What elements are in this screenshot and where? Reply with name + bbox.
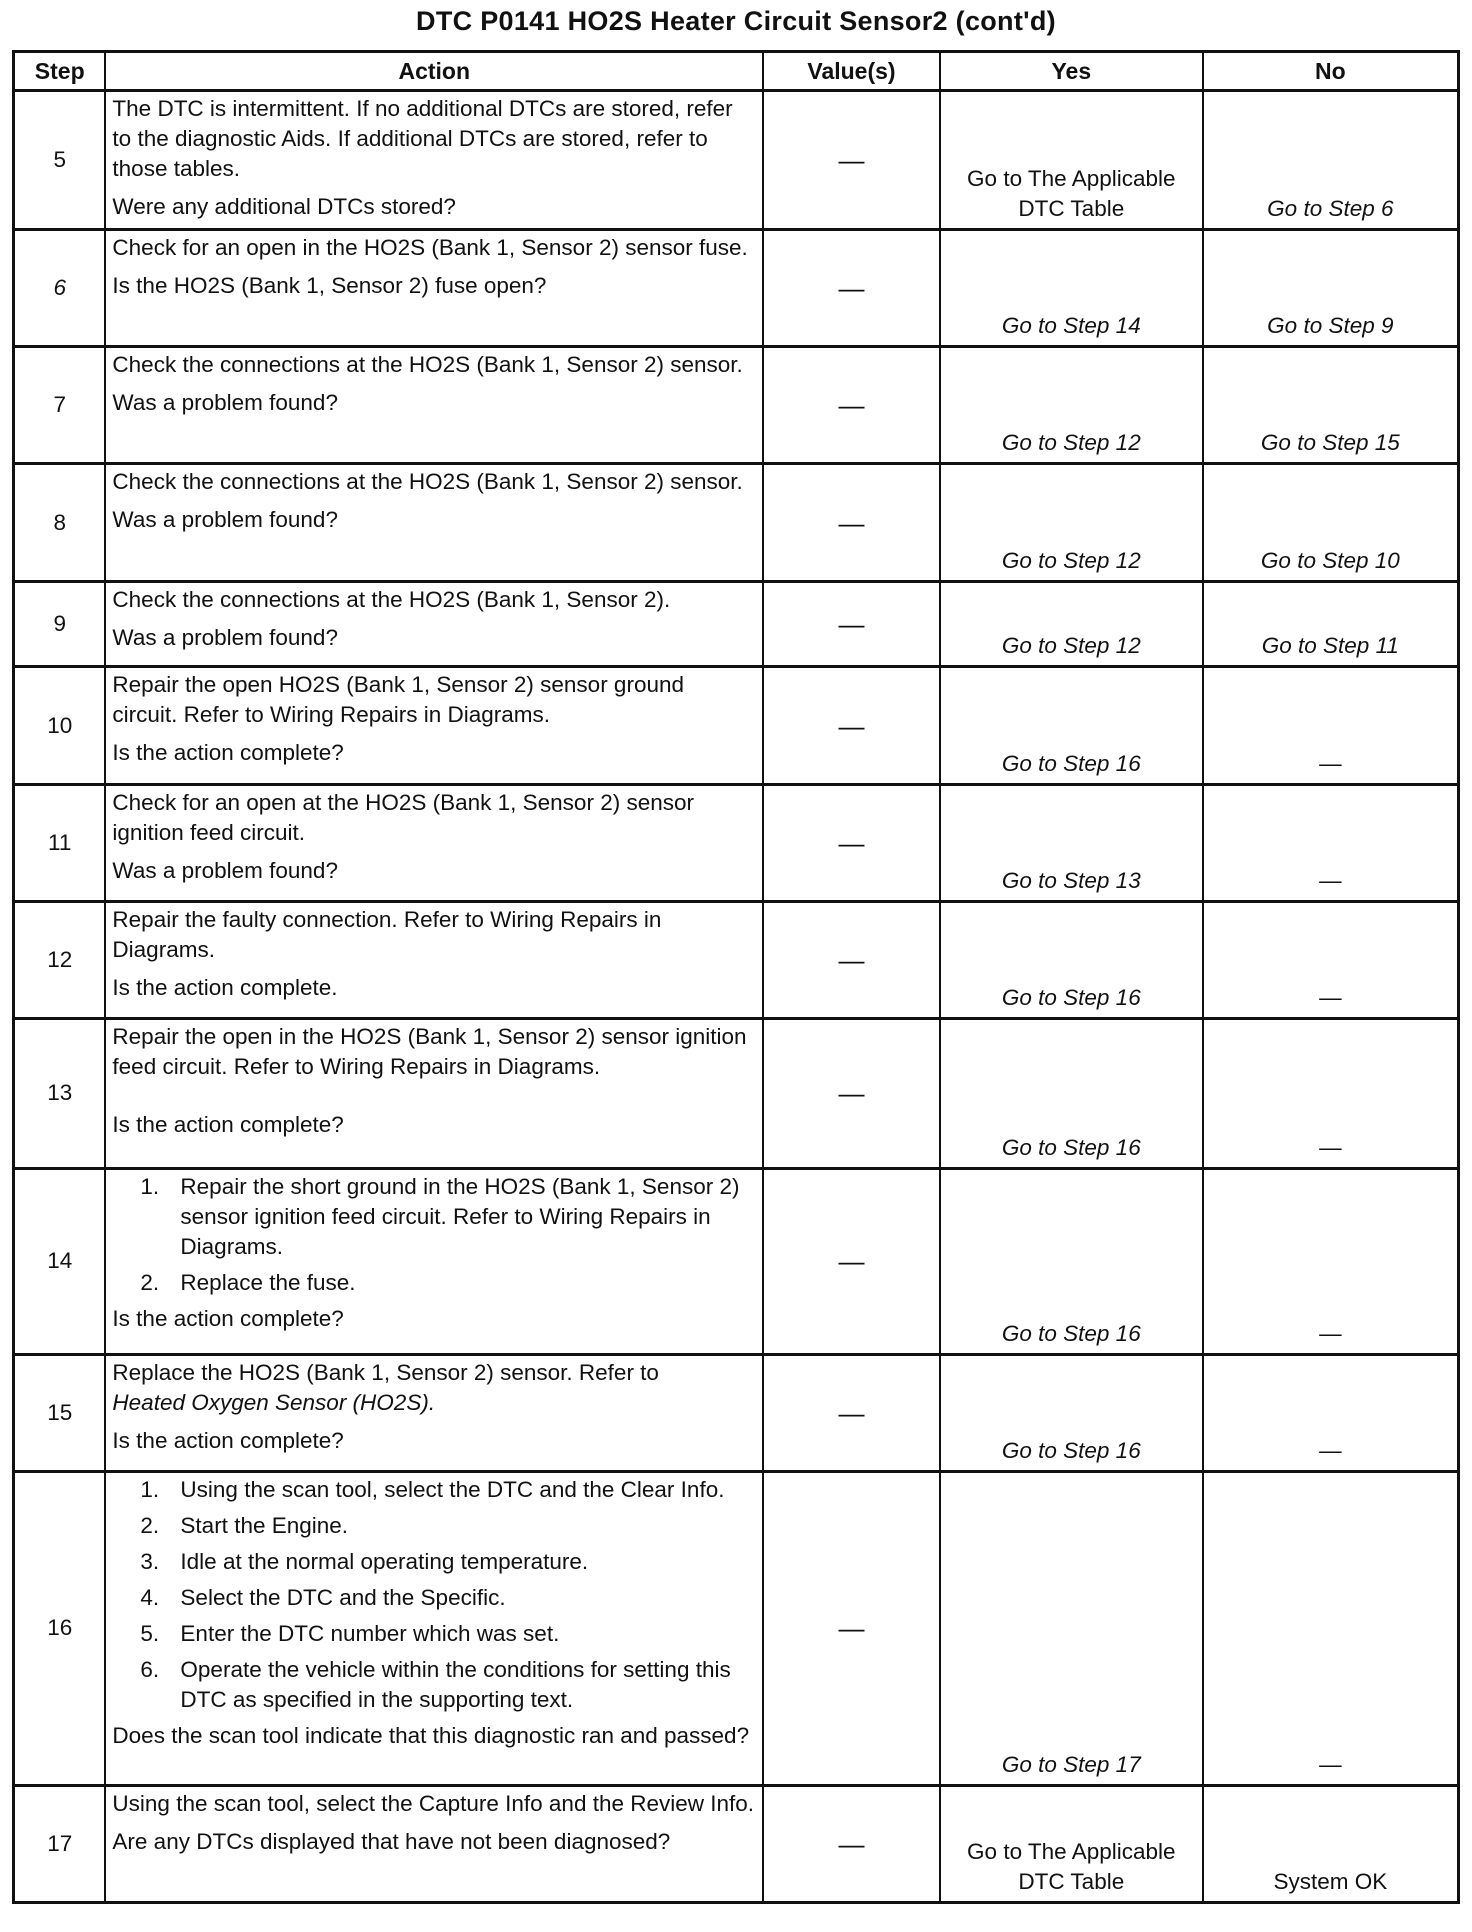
substep-text: Operate the vehicle within the conditions for setting this DTC as specified in the supporting text. (180, 1656, 731, 1712)
action-cell (105, 347, 763, 464)
list-item: 4. Select the DTC and the Specific. (140, 1584, 506, 1610)
dtc-table (12, 50, 1460, 1904)
no-cell: Go to Step 9 (1203, 230, 1459, 347)
list-item: 5. Enter the DTC number which was set. (140, 1620, 560, 1646)
step-number: 17 (14, 1785, 106, 1902)
step-number: 6 (14, 230, 106, 347)
action-question: Are any DTCs displayed that have not been diagnosed? (112, 1828, 671, 1854)
step-number: 8 (14, 464, 106, 581)
action-question: Is the action complete? (112, 740, 344, 766)
action-cell (105, 1785, 763, 1902)
action-cell (105, 1471, 763, 1785)
table-row (14, 581, 1459, 667)
list-item: 2. Start the Engine. (140, 1512, 349, 1538)
action-question: Was a problem found? (112, 857, 338, 883)
no-cell: — (1203, 1018, 1459, 1168)
column-header-action: Action (105, 52, 763, 91)
action-text (112, 1358, 754, 1418)
table-row (14, 1354, 1459, 1471)
step-number: 12 (14, 901, 106, 1018)
action-text: Repair the open in the HO2S (Bank 1, Sensor 2) sensor ignition feed circuit. Refer to Wiring Repairs in Diagrams. (112, 1023, 747, 1079)
action-cell (105, 901, 763, 1018)
action-text: Using the scan tool, select the Capture Info and the Review Info. (112, 1790, 755, 1816)
list-item: 3. Idle at the normal operating temperature. (140, 1548, 589, 1574)
value-cell: — (763, 464, 940, 581)
no-cell: Go to Step 15 (1203, 347, 1459, 464)
column-header-values: Value(s) (763, 52, 940, 91)
step-number: 13 (14, 1018, 106, 1168)
action-question: Was a problem found? (112, 390, 338, 416)
yes-cell: Go to Step 14 (940, 230, 1203, 347)
action-text: Check for an open in the HO2S (Bank 1, Sensor 2) sensor fuse. (112, 235, 748, 261)
substep-text: Repair the short ground in the HO2S (Bank 1, Sensor 2) sensor ignition feed circuit. Refer to Wiring Repairs in Diagrams. (180, 1173, 740, 1259)
substep-text: Start the Engine. (180, 1512, 349, 1538)
action-cell (105, 464, 763, 581)
column-header-no: No (1203, 52, 1459, 91)
list-item: 1. Repair the short ground in the HO2S (Bank 1, Sensor 2) sensor ignition feed circuit. Refer to Wiring Repairs in Diagrams. (140, 1173, 740, 1259)
yes-cell: Go to Step 12 (940, 581, 1203, 667)
action-question: Were any additional DTCs stored? (112, 194, 456, 219)
yes-cell: Go to Step 16 (940, 901, 1203, 1018)
substep-text: Using the scan tool, select the DTC and the Clear Info. (180, 1476, 725, 1502)
table-row (14, 1471, 1459, 1785)
step-number: 15 (14, 1354, 106, 1471)
step-number: 16 (14, 1471, 106, 1785)
action-text: The DTC is intermittent. If no additional DTCs are stored, refer to the diagnostic Aids. If additional DTCs are stored, refer to those tables. (112, 96, 733, 181)
table-row (14, 1018, 1459, 1168)
action-text: Check the connections at the HO2S (Bank 1, Sensor 2) sensor. (112, 469, 743, 495)
list-item: 2. Replace the fuse. (140, 1269, 356, 1295)
no-cell: — (1203, 784, 1459, 901)
table-header-row (14, 52, 1459, 91)
action-cell (105, 91, 763, 230)
action-question: Was a problem found? (112, 624, 338, 650)
value-cell: — (763, 667, 940, 784)
action-text: Check the connections at the HO2S (Bank 1, Sensor 2) sensor. (112, 352, 743, 378)
action-text: Check for an open at the HO2S (Bank 1, Sensor 2) sensor ignition feed circuit. (112, 789, 694, 845)
action-question: Is the action complete? (112, 1111, 344, 1137)
action-cell (105, 230, 763, 347)
yes-cell: Go to Step 13 (940, 784, 1203, 901)
substep-text: Idle at the normal operating temperature. (180, 1548, 589, 1574)
substep-list (112, 1172, 754, 1298)
substep-text: Enter the DTC number which was set. (180, 1620, 560, 1646)
no-cell: — (1203, 1168, 1459, 1354)
no-cell: Go to Step 6 (1203, 91, 1459, 230)
substep-text: Replace the fuse. (180, 1269, 356, 1295)
action-text: Repair the faulty connection. Refer to Wiring Repairs in Diagrams. (112, 906, 662, 962)
yes-cell: Go to Step 12 (940, 347, 1203, 464)
table-row (14, 230, 1459, 347)
value-cell: — (763, 1785, 940, 1902)
action-question: Is the HO2S (Bank 1, Sensor 2) fuse open? (112, 273, 547, 299)
list-item: 6. Operate the vehicle within the conditions for setting this DTC as specified in the supporting text. (140, 1656, 731, 1712)
substep-list (112, 1475, 754, 1715)
table-row (14, 784, 1459, 901)
yes-cell: Go to Step 17 (940, 1471, 1203, 1785)
action-question: Does the scan tool indicate that this diagnostic ran and passed? (112, 1722, 750, 1748)
action-question: Is the action complete. (112, 974, 338, 1000)
action-text: Check the connections at the HO2S (Bank 1, Sensor 2). (112, 586, 671, 612)
yes-cell: Go to Step 16 (940, 1354, 1203, 1471)
value-cell: — (763, 1018, 940, 1168)
action-text-main: Replace the HO2S (Bank 1, Sensor 2) sensor. Refer to (112, 1359, 659, 1385)
list-item: 1. Using the scan tool, select the DTC and the Clear Info. (140, 1476, 725, 1502)
action-text: Repair the open HO2S (Bank 1, Sensor 2) sensor ground circuit. Refer to Wiring Repairs in Diagrams. (112, 672, 684, 728)
step-number: 10 (14, 667, 106, 784)
yes-cell: Go to Step 16 (940, 1018, 1203, 1168)
value-cell: — (763, 1168, 940, 1354)
step-number: 7 (14, 347, 106, 464)
no-cell: Go to Step 10 (1203, 464, 1459, 581)
no-cell: — (1203, 667, 1459, 784)
step-number: 14 (14, 1168, 106, 1354)
value-cell: — (763, 784, 940, 901)
action-question: Is the action complete? (112, 1427, 344, 1453)
step-number: 5 (14, 91, 106, 230)
value-cell: — (763, 1354, 940, 1471)
value-cell: — (763, 230, 940, 347)
table-row (14, 667, 1459, 784)
action-question: Is the action complete? (112, 1305, 344, 1331)
no-cell: — (1203, 901, 1459, 1018)
value-cell: — (763, 581, 940, 667)
step-number: 9 (14, 581, 106, 667)
yes-cell: Go to Step 16 (940, 1168, 1203, 1354)
action-cell (105, 784, 763, 901)
action-cell (105, 1018, 763, 1168)
action-cell (105, 581, 763, 667)
action-cell (105, 1354, 763, 1471)
no-cell: — (1203, 1354, 1459, 1471)
page-title: DTC P0141 HO2S Heater Circuit Sensor2 (cont'd) (416, 6, 1056, 36)
action-reference: Heated Oxygen Sensor (HO2S). (112, 1389, 436, 1415)
no-cell: Go to Step 11 (1203, 581, 1459, 667)
value-cell: — (763, 901, 940, 1018)
step-number: 11 (14, 784, 106, 901)
action-cell (105, 667, 763, 784)
action-cell (105, 1168, 763, 1354)
table-row (14, 91, 1459, 230)
table-row (14, 1168, 1459, 1354)
table-row (14, 1785, 1459, 1902)
yes-cell: Go to Step 16 (940, 667, 1203, 784)
yes-cell: Go to Step 12 (940, 464, 1203, 581)
column-header-step: Step (14, 52, 106, 91)
table-row (14, 464, 1459, 581)
yes-cell: Go to The Applicable DTC Table (940, 91, 1203, 230)
no-cell: System OK (1203, 1785, 1459, 1902)
table-row (14, 347, 1459, 464)
no-cell: — (1203, 1471, 1459, 1785)
table-row (14, 901, 1459, 1018)
value-cell: — (763, 1471, 940, 1785)
value-cell: — (763, 347, 940, 464)
substep-text: Select the DTC and the Specific. (180, 1584, 506, 1610)
value-cell: — (763, 91, 940, 230)
action-question: Was a problem found? (112, 507, 338, 533)
yes-cell: Go to The Applicable DTC Table (940, 1785, 1203, 1902)
column-header-yes: Yes (940, 52, 1203, 91)
